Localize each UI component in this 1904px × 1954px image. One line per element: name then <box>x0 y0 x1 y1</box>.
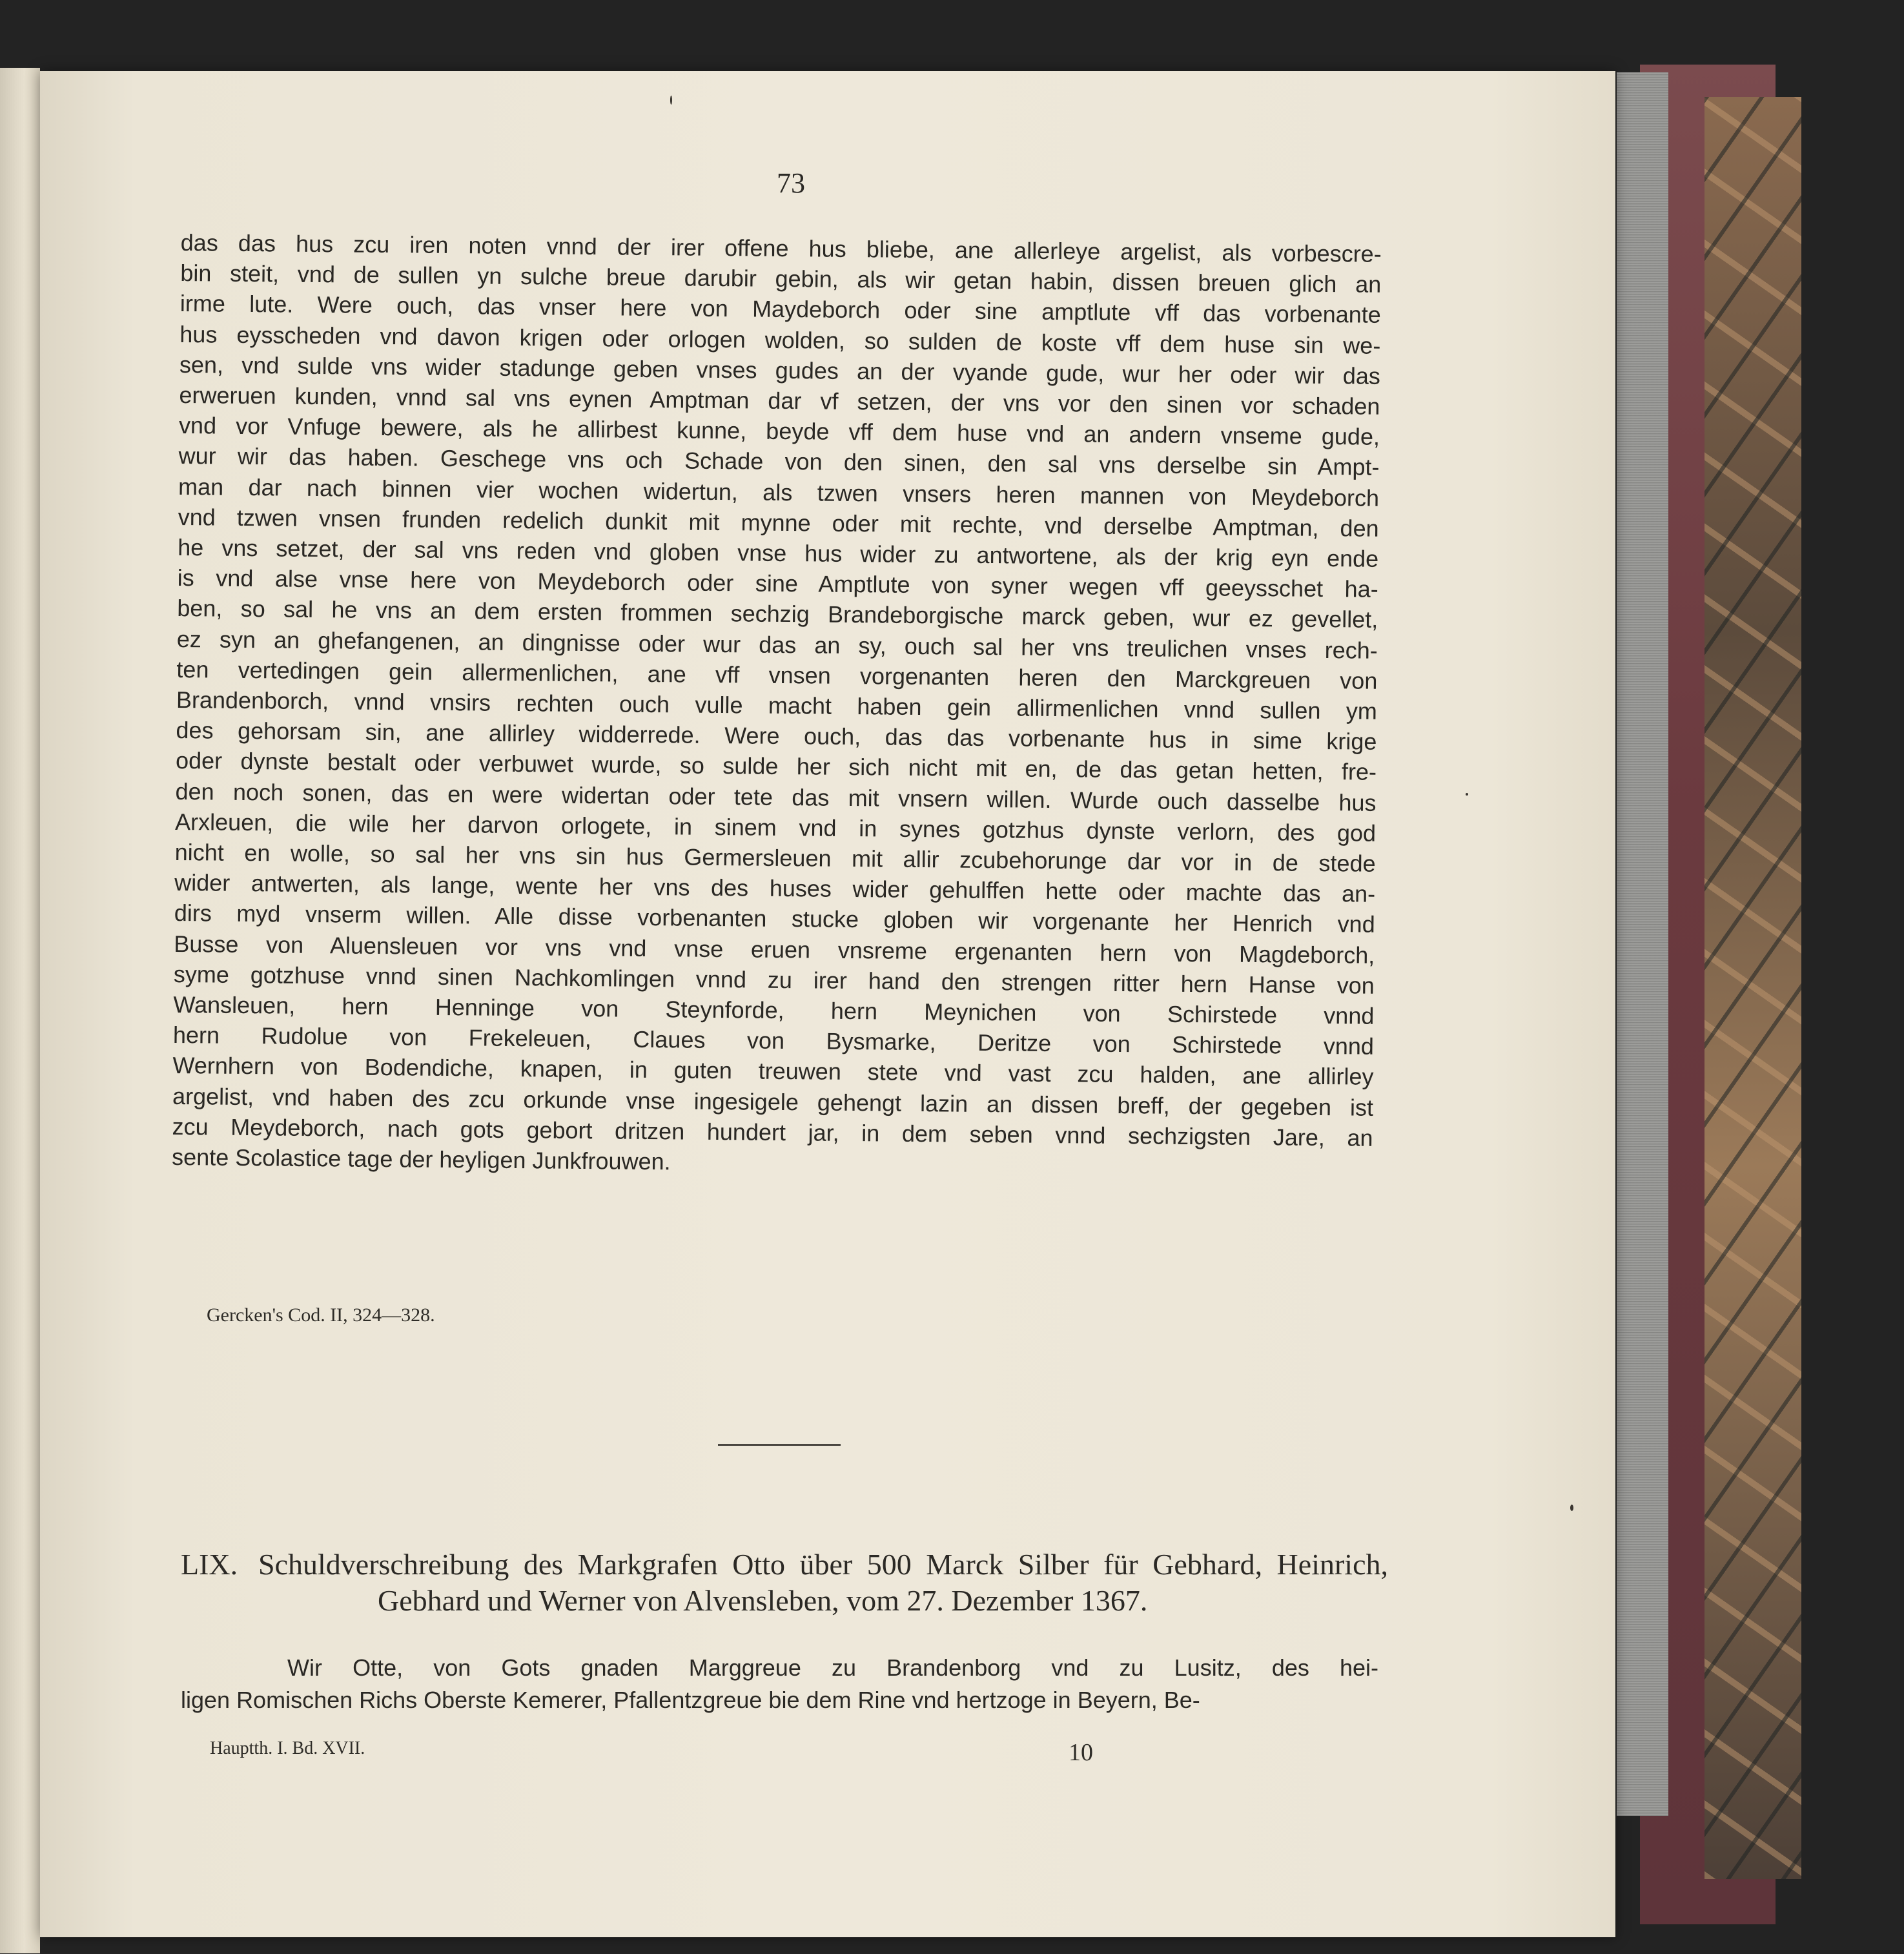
ink-speck <box>670 96 672 105</box>
body-line: wider antwerten, als lange, wente her vns des huses wider gehulffen hette oder machte das an- <box>174 869 1376 908</box>
body-line: den noch sonen, das en were widertan oder tete das mit vnsern willen. Wurde ouch dasselbe hus <box>175 777 1377 816</box>
body-line: Busse von Aluensleuen vor vns vnd vnse eruen vnsreme ergenanten hern von Magdeborch, <box>174 930 1375 969</box>
body-line: ez syn an ghefangenen, an dingnisse oder wur das an sy, ouch sal her vns treulichen vnses rech- <box>176 625 1378 664</box>
previous-page-edge <box>0 68 40 1953</box>
intro-line: Wir Otte, von Gots gnaden Marggreue zu Brandenborg vnd zu Lusitz, des hei- <box>287 1654 1378 1681</box>
body-line: Brandenborch, vnnd vnsirs rechten ouch vulle macht haben gein allirmenlichen vnnd sullen ym <box>176 686 1378 725</box>
intro-line: ligen Romischen Richs Oberste Kemerer, Pfallentzgreue bie dem Rine vnd hertzoge in Beyern, Be- <box>181 1687 1200 1713</box>
section-title-text-1: Schuldverschreibung des Markgrafen Otto über 500 Marck Silber für Gebhard, Heinrich, <box>258 1548 1388 1581</box>
section-title-line-1 <box>181 1547 1388 1583</box>
footer-signature-mark: Hauptth. I. Bd. XVII. <box>210 1738 365 1758</box>
body-line: des gehorsam sin, ane allirley widderrede. Were ouch, das das vorbenante hus in sime krige <box>176 717 1377 756</box>
body-line: irme lute. Were ouch, das vnser here von Maydeborch oder sine amptlute vff das vorbenante <box>179 290 1381 329</box>
ink-speck <box>1570 1505 1573 1511</box>
body-line: nicht en wolle, so sal her vns sin hus Germersleuen mit allir zcubehorunge dar vor in de stede <box>174 839 1376 877</box>
body-line: Arxleuen, die wile her darvon orlogete, in sinem vnd in synes gotzhus dynste verlorn, des god <box>174 808 1377 847</box>
body-line: vnd tzwen vnsen frunden redelich dunkit mit mynne oder mit rechte, vnd derselbe Amptman, den <box>178 503 1379 542</box>
section-heading <box>181 1547 1388 1619</box>
body-line: ben, so sal he vns an dem ersten frommen sechzig Brandeborgische marck geben, wur ez gevellet, <box>177 595 1378 633</box>
section-number: LIX. <box>181 1548 238 1581</box>
body-line: is vnd alse vnse here von Meydeborch oder sine Amptlute von syner wegen vff geeysschet ha- <box>177 564 1378 603</box>
body-line: vnd vor Vnfuge bewere, als he allirbest kunne, beyde vff dem huse vnd an andern vnseme gude, <box>178 412 1380 451</box>
body-line: argelist, vnd haben des zcu orkunde vnse ingesigele gehengt lazin an dissen breff, der gegeben ist <box>172 1082 1374 1121</box>
body-line: hus eysscheden vnd davon krigen oder orlogen wolden, so sulden de koste vff dem huse sin we- <box>179 320 1381 359</box>
body-line: bin steit, vnd de sullen yn sulche breue darubir gebin, als wir getan habin, dissen breuen glich an <box>180 260 1382 298</box>
body-line: dirs myd vnserm willen. Alle disse vorbenanten stucke globen wir vorgenante her Henrich vnd <box>174 900 1375 938</box>
body-line: hern Rudolue von Frekeleuen, Claues von Bysmarke, Deritze von Schirstede vnnd <box>172 1022 1375 1060</box>
body-line: ten vertedingen gein allermenlichen, ane vff vnsen vorgenanten heren den Marckgreuen von <box>176 655 1378 694</box>
body-line: das das hus zcu iren noten vnnd der irer offene hus bliebe, ane allerleye argelist, als vorbescre- <box>180 229 1382 267</box>
body-line: man dar nach binnen vier wochen widertun, als tzwen vnsers heren mannen von Meydeborch <box>178 473 1380 511</box>
section-title-line-2: Gebhard und Werner von Alvensleben, vom 27. Dezember 1367. <box>378 1584 1148 1617</box>
body-text <box>172 227 1382 1184</box>
body-line: he vns setzet, der sal vns reden vnd globen vnse hus wider zu antwortene, als der krig eyn ende <box>178 534 1379 572</box>
section-divider <box>718 1444 841 1446</box>
source-citation: Gercken's Cod. II, 324—328. <box>207 1304 435 1326</box>
ink-speck <box>1466 793 1468 796</box>
page-number: 73 <box>777 167 805 199</box>
body-line: oder dynste bestalt oder verbuwet wurde, so sulde her sich nicht mit en, de das getan hetten, fre- <box>175 747 1377 786</box>
body-line: wur wir das haben. Geschege vns och Schade von den sinen, den sal vns derselbe sin Ampt- <box>178 442 1380 481</box>
body-line: sen, vnd sulde vns wider stadunge geben vnses gudes an der vyande gude, wur her oder wir das <box>179 351 1381 389</box>
body-line: syme gotzhuse vnnd sinen Nachkomlingen vnnd zu irer hand den strengen ritter hern Hanse von <box>173 960 1375 999</box>
footer-sheet-number: 10 <box>1069 1739 1093 1766</box>
document-intro <box>181 1652 1378 1716</box>
body-line: sente Scolastice tage der heyligen Junkfrouwen. <box>171 1144 671 1175</box>
body-line: zcu Meydeborch, nach gots gebort dritzen hundert jar, in dem seben vnnd sechzigsten Jare, an <box>172 1113 1373 1151</box>
body-line: Wansleuen, hern Henninge von Steynforde, hern Meynichen von Schirstede vnnd <box>173 991 1375 1029</box>
page-stack-edge <box>1617 72 1668 1816</box>
body-line: erweruen kunden, vnnd sal vns eynen Amptman dar vf setzen, der vns vor den sinen vor schaden <box>179 382 1380 420</box>
body-line: Wernhern von Bodendiche, knapen, in guten treuwen stete vnd vast zcu halden, ane allirley <box>172 1052 1374 1091</box>
marbled-endpaper <box>1704 97 1801 1879</box>
